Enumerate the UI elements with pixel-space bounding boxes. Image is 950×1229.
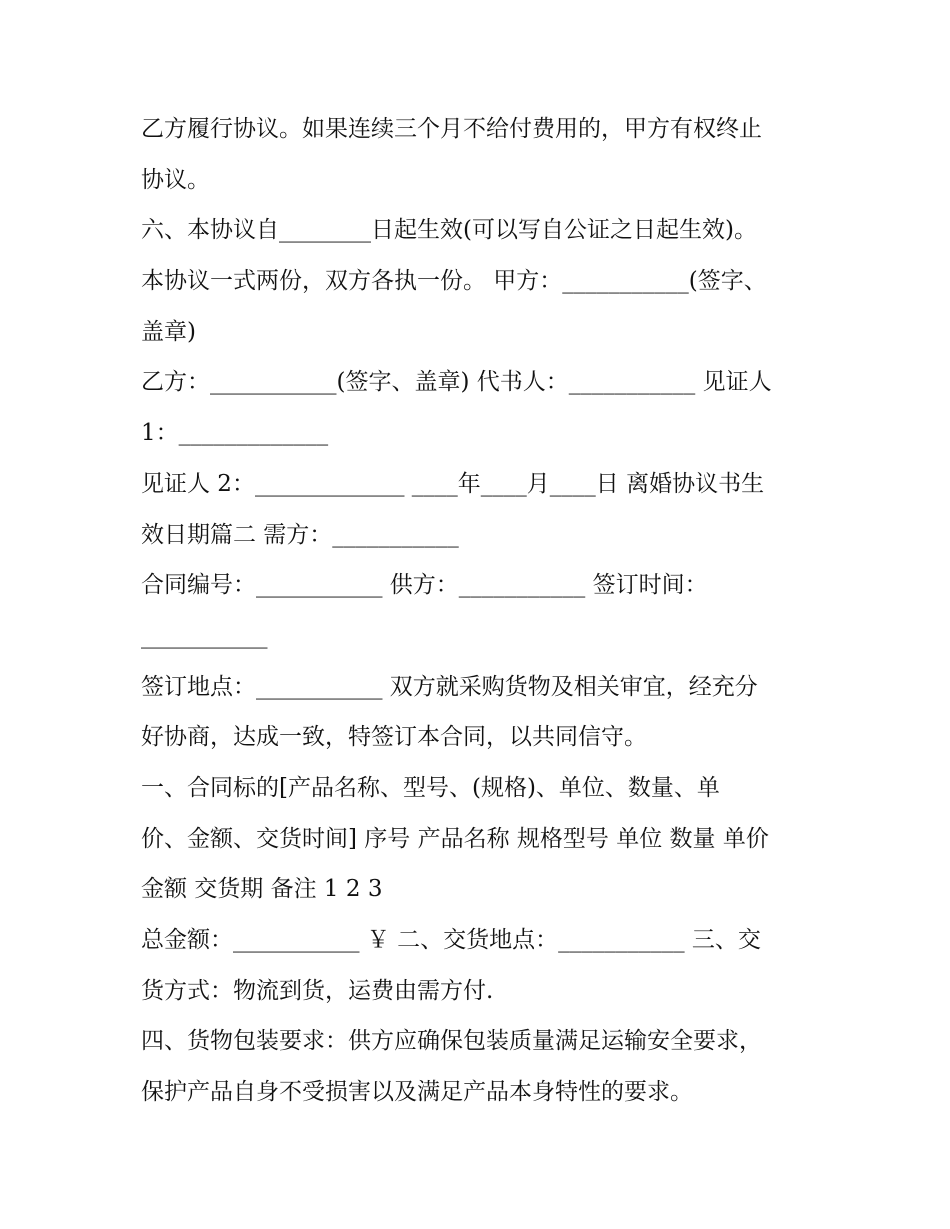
text-line: 合同编号：___________ 供方：___________ 签订时间： bbox=[141, 572, 708, 599]
text-line: 效日期篇二 需方：___________ bbox=[141, 521, 459, 548]
text-line: 1：_____________ bbox=[141, 420, 329, 447]
text-line: 一、合同标的[产品名称、型号、(规格)、单位、数量、单 bbox=[141, 774, 720, 801]
text-line: 价、金额、交货时间] 序号 产品名称 规格型号 单位 数量 单价 bbox=[141, 825, 769, 852]
text-line: 协议。 bbox=[141, 166, 210, 193]
text-line: 见证人 2：_____________ ____年____月____日 离婚协议书生 bbox=[141, 470, 765, 497]
text-line: 乙方履行协议。如果连续三个月不给付费用的，甲方有权终止 bbox=[141, 116, 762, 142]
text-line: 好协商，达成一致，特签订本合同，以共同信守。 bbox=[141, 724, 647, 751]
text-line: 盖章) bbox=[141, 318, 196, 345]
document-body bbox=[141, 104, 831, 1118]
text-line: 货方式：物流到货，运费由需方付. bbox=[141, 977, 494, 1004]
text-line: 四、货物包装要求：供方应确保包装质量满足运输安全要求， bbox=[141, 1028, 762, 1055]
text-line: 乙方：___________(签字、盖章) 代书人：___________ 见证人 bbox=[141, 369, 772, 396]
text-line: ___________ bbox=[141, 622, 268, 649]
text-line: 本协议一式两份，双方各执一份。 甲方：___________(签字、 bbox=[141, 268, 767, 295]
text-line: 签订地点：___________ 双方就采购货物及相关审宜，经充分 bbox=[141, 673, 758, 700]
text-line: 六、本协议自________日起生效(可以写自公证之日起生效)。 bbox=[141, 217, 757, 244]
text-line: 总金额：___________ ￥ 二、交货地点：___________ 三、交 bbox=[141, 927, 761, 953]
text-line: 保护产品自身不受损害以及满足产品本身特性的要求。 bbox=[141, 1079, 693, 1106]
text-line: 金额 交货期 备注 1 2 3 bbox=[141, 876, 383, 903]
